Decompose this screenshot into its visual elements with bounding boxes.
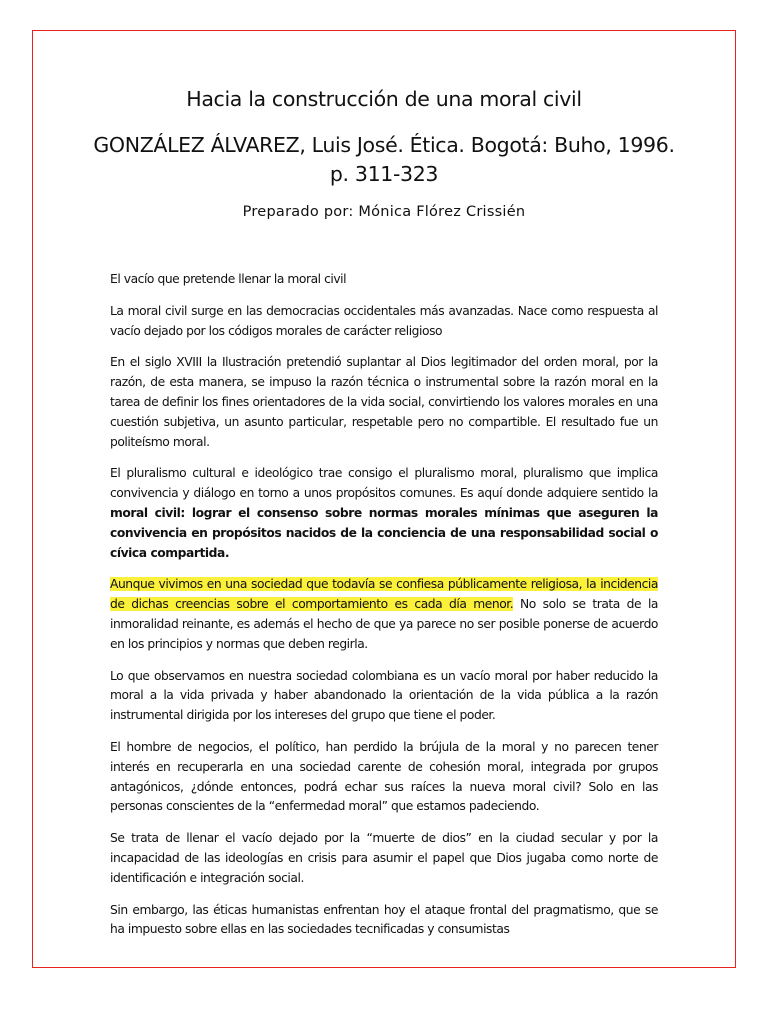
paragraph-4-text: No solo se trata de la inmoralidad reinante, es además el hecho de que ya parece no ser posible ponerse de acuerdo en los principios y normas que deben regirla. — [110, 597, 658, 651]
document-body — [110, 270, 658, 952]
paragraph-7: Se trata de llenar el vacío dejado por la “muerte de dios” en la ciudad secular y por la incapacidad de las ideologías en crisis para asumir el papel que Dios jugaba como norte de identificación e integración social. — [110, 831, 658, 885]
paragraph-3-bold-text: moral civil: lograr el consenso sobre normas morales mínimas que aseguren la convivencia en propósitos nacidos de la conciencia de una responsabilidad social o cívica compartida. — [110, 505, 658, 560]
paragraph-5: Lo que observamos en nuestra sociedad colombiana es un vacío moral por haber reducido la moral a la vida privada y haber abandonado la orientación de la vida pública a la razón instrumental dirigida por los intereses del grupo que tiene el poder. — [110, 668, 658, 723]
highlighted-text: Aunque vivimos en una sociedad que todavía se confiesa públicamente religiosa, la incidencia de dichas creencias sobre el comportamiento es cada día menor. — [110, 577, 658, 612]
paragraph-1: La moral civil surge en las democracias occidentales más avanzadas. Nace como respuesta al vacío dejado por los códigos morales de carácter religioso — [110, 303, 658, 338]
reference-line-1: GONZÁLEZ ÁLVAREZ, Luis José. Ética. Bogotá: Buho, 1996. — [93, 133, 675, 157]
prepared-by: Preparado por: Mónica Flórez Crissién — [242, 204, 526, 220]
paragraph-8: Sin embargo, las éticas humanistas enfrentan hoy el ataque frontal del pragmatismo, que se ha impuesto sobre ellas en las sociedades tecnificadas y consumistas — [110, 902, 658, 937]
paragraph-3 — [110, 464, 658, 563]
paragraph-2: En el siglo XVIII la Ilustración pretendió suplantar al Dios legitimador del orden moral, por la razón, de esta manera, se impuso la razón técnica o instrumental sobre la razón moral en la tarea de definir los fines orientadores de la vida social, convirtiendo los valores morales en una cuestión subjetiva, un asunto particular, respetable pero no compartible. El resultado fue un politeísmo moral. — [110, 355, 658, 449]
reference-line-2: p. 311-323 — [329, 162, 439, 186]
paragraph-6: El hombre de negocios, el político, han perdido la brújula de la moral y no parecen tener interés en recuperarla en una sociedad carente de cohesión moral, integrada por grupos antagónicos, ¿dónde entonces, podrá echar sus raíces la nueva moral civil? Solo en las personas conscientes de la “enfermedad moral” que estamos padeciendo. — [110, 739, 658, 814]
paragraph-3-text: El pluralismo cultural e ideológico trae consigo el pluralismo moral, pluralismo que implica convivencia y diálogo en torno a unos propósitos comunes. Es aquí donde adquiere sentido la — [110, 466, 658, 501]
document-title: Hacia la construcción de una moral civil — [186, 87, 582, 111]
section-heading: El vacío que pretende llenar la moral civil — [110, 272, 347, 286]
paragraph-4 — [110, 575, 658, 654]
bibliographic-reference — [0, 131, 768, 189]
